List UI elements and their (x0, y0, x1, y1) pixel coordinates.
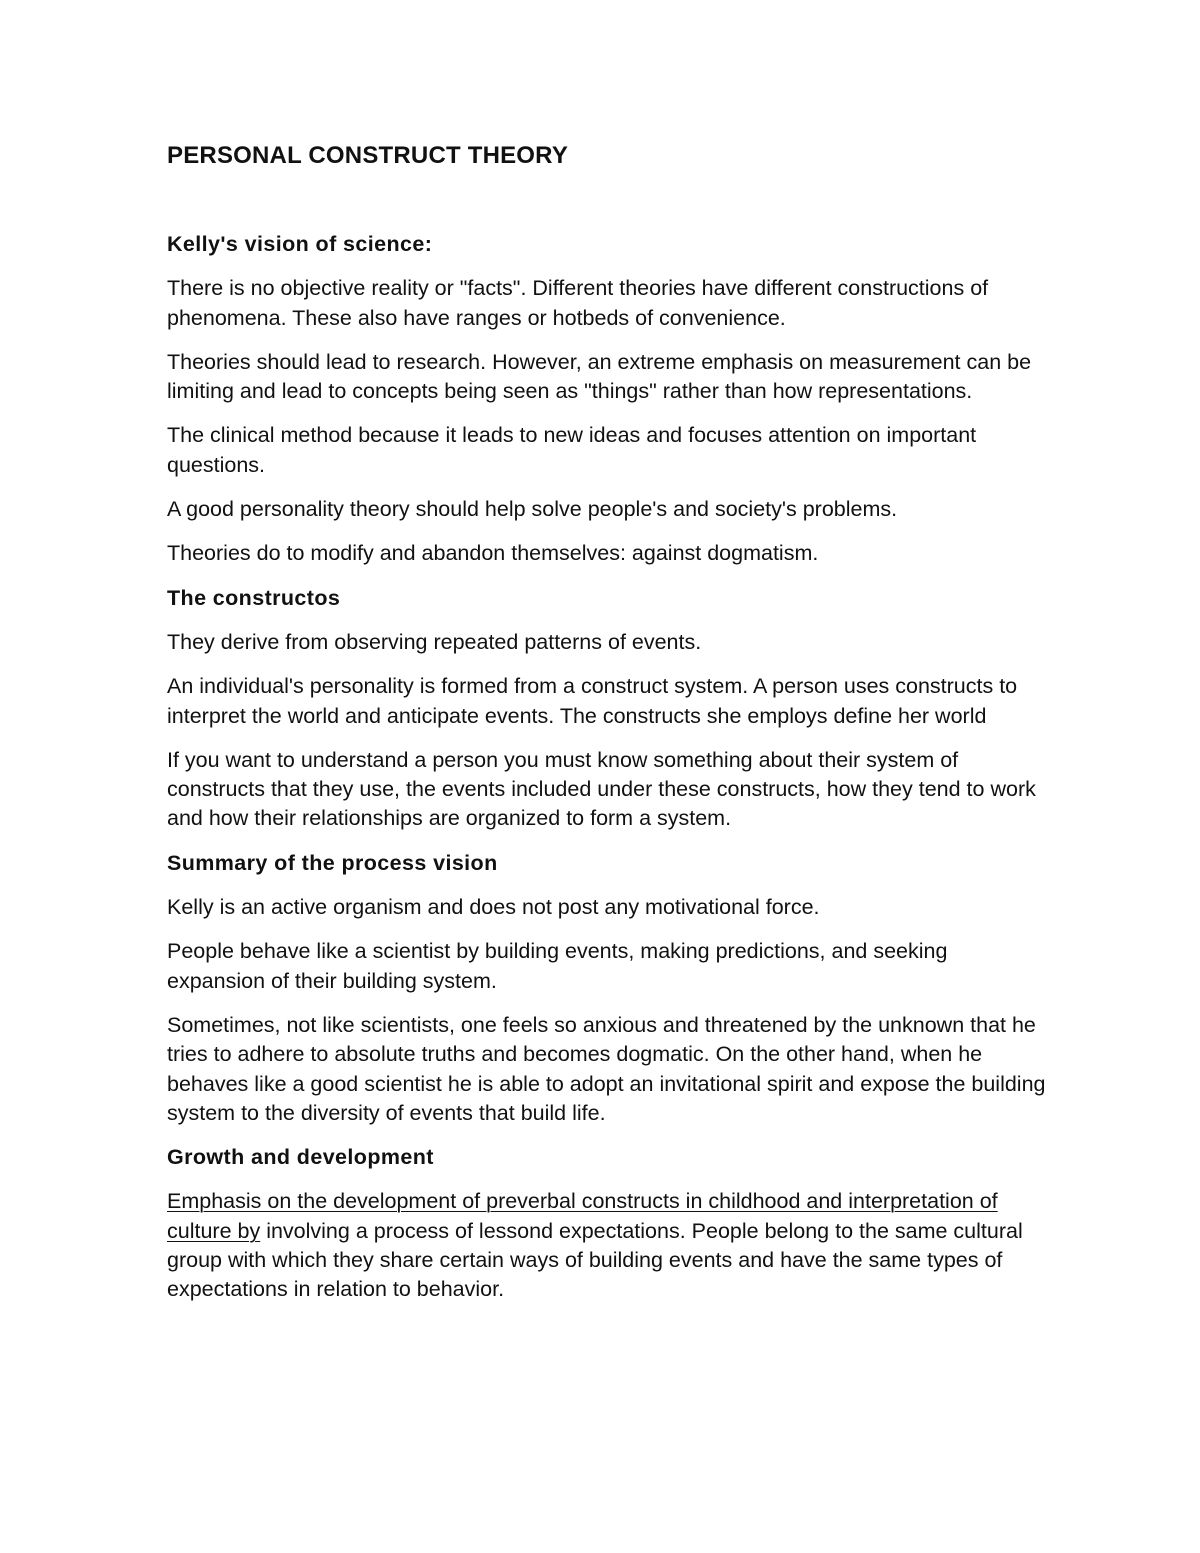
underlined-text: Emphasis on the development of preverbal constructs in childhood and interpretation of culture by (167, 1189, 998, 1243)
section-heading: Kelly's vision of science: (167, 232, 433, 256)
final-paragraph (167, 1187, 1047, 1304)
paragraph: Kelly is an active organism and does not post any motivational force. (167, 895, 820, 920)
paragraph: People behave like a scientist by building events, making predictions, and seeking expansion of their building system. (167, 939, 948, 993)
paragraph: A good personality theory should help solve people's and society's problems. (167, 497, 898, 522)
paragraph: They derive from observing repeated patterns of events. (167, 629, 702, 654)
section-heading: The constructos (167, 585, 341, 610)
section-kellys-vision (167, 230, 1047, 569)
paragraph: Theories do to modify and abandon themselves: against dogmatism. (167, 541, 819, 566)
section-process-vision (167, 849, 1047, 1128)
document-body (167, 140, 1047, 1320)
paragraph: There is no objective reality or "facts". Different theories have different constructions of phenomena. These also have ranges or hotbeds of convenience. (167, 276, 989, 330)
paragraph: Sometimes, not like scientists, one feels so anxious and threatened by the unknown that he tries to adhere to absolute truths and becomes dogmatic. On the other hand, when he behaves like a good scientist he is able to adopt an invitational spirit and expose the building system to the diversity of events that build life. (167, 1012, 1046, 1125)
section-constructos (167, 584, 1047, 834)
paragraph: The clinical method because it leads to new ideas and focuses attention on important questions. (167, 423, 977, 477)
paragraph: Theories should lead to research. However, an extreme emphasis on measurement can be limiting and lead to concepts being seen as "things" rather than how representations. (167, 349, 1032, 404)
paragraph: If you want to understand a person you must know something about their system of constructs that they use, the events included under these constructs, how they tend to work and how their relationships are organized to form a system. (167, 747, 1036, 831)
paragraph: An individual's personality is formed from a construct system. A person uses constructs to interpret the world and anticipate events. The constructs she employs define her world (167, 674, 1018, 728)
section-heading: Summary of the process vision (167, 850, 498, 875)
section-growth-development (167, 1143, 1047, 1304)
section-heading: Growth and development (167, 1145, 434, 1170)
document-title: PERSONAL CONSTRUCT THEORY (167, 142, 569, 169)
paragraph-text: involving a process of lessond expectations. People belong to the same cultural group with which they share certain ways of building events and have the same types of expectations in relation to behavior. (167, 1218, 1023, 1302)
